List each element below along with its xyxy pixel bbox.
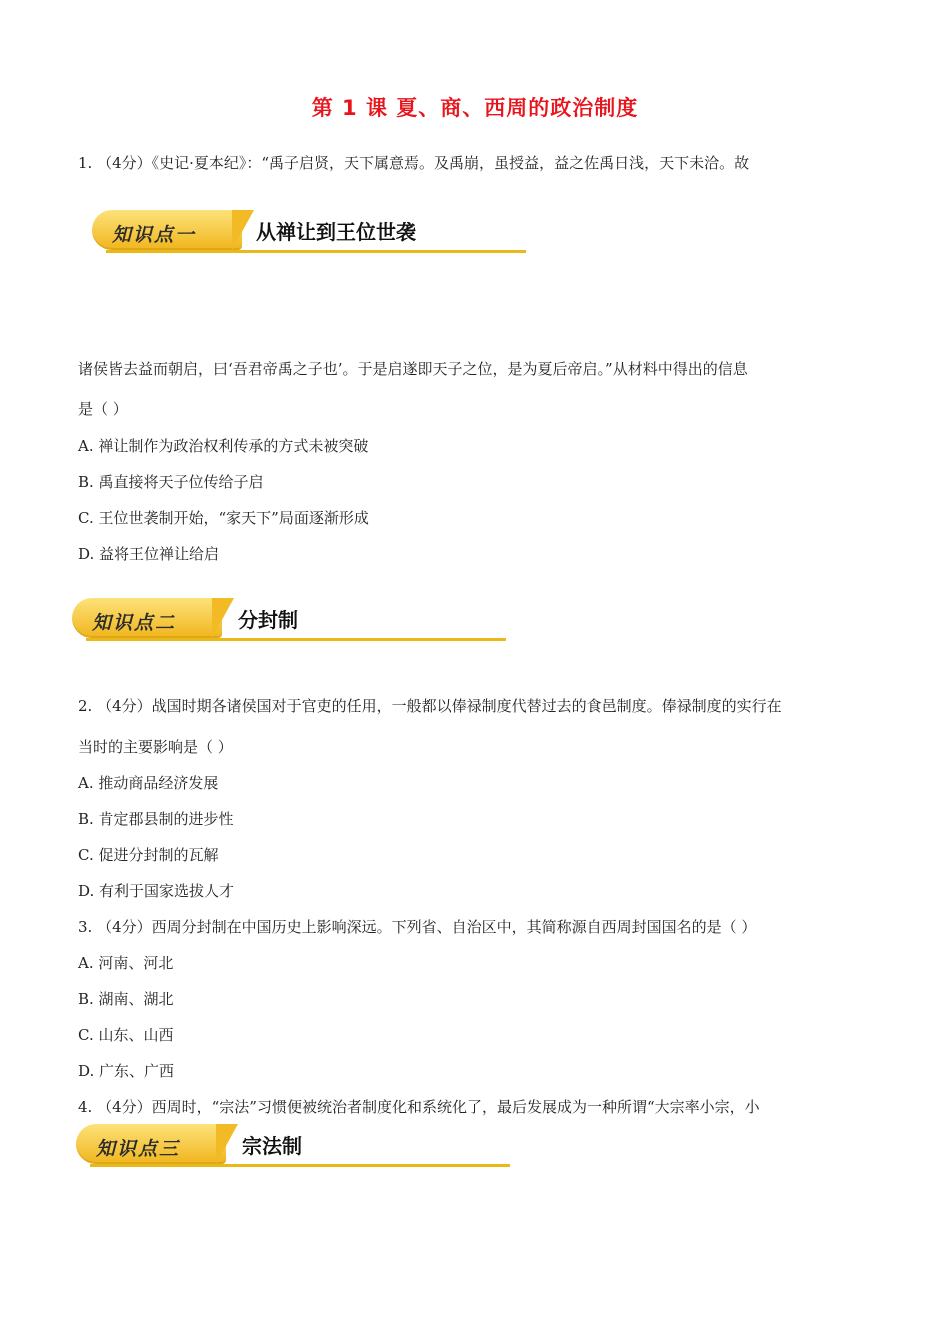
question-3-option-d: D. 广东、广西 bbox=[78, 1062, 175, 1080]
section-tab-label-3: 知识点三 bbox=[96, 1138, 181, 1160]
question-1-option-a: A. 禅让制作为政治权利传承的方式未被突破 bbox=[78, 437, 369, 455]
section-tab-label-2: 知识点二 bbox=[92, 612, 177, 634]
question-1-option-b: B. 禹直接将天子位传给子启 bbox=[78, 473, 264, 491]
question-1-line-2: 诸侯皆去益而朝启，曰‘吾君帝禹之子也’。于是启遂即天子之位，是为夏后帝启。”从材料中得出的信息 bbox=[78, 360, 748, 378]
question-2-line-2: 当时的主要影响是（ ） bbox=[78, 738, 233, 756]
question-2-option-a: A. 推动商品经济发展 bbox=[78, 774, 219, 792]
question-3-line-1: 3. （4分）西周分封制在中国历史上影响深远。下列省、自治区中，其简称源自西周封国国名的是（ ） bbox=[78, 918, 757, 936]
section-underline-3 bbox=[90, 1164, 510, 1167]
section-tab-notch-2 bbox=[212, 598, 234, 638]
question-2-line-1: 2. （4分）战国时期各诸侯国对于官吏的任用，一般都以俸禄制度代替过去的食邑制度。俸禄制度的实行在 bbox=[78, 697, 782, 715]
question-3-option-b: B. 湖南、湖北 bbox=[78, 990, 174, 1008]
section-tab-label-1: 知识点一 bbox=[112, 224, 197, 246]
page-title: 第 1 课 夏、商、西周的政治制度 bbox=[311, 96, 639, 120]
question-2-option-c: C. 促进分封制的瓦解 bbox=[78, 846, 219, 864]
question-1-option-d: D. 益将王位禅让给启 bbox=[78, 545, 220, 563]
question-1-option-c: C. 王位世袭制开始，“家天下”局面逐渐形成 bbox=[78, 509, 369, 527]
question-1-line-3: 是（ ） bbox=[78, 400, 128, 418]
question-1-line-1: 1. （4分）《史记·夏本纪》：“禹子启贤，天下属意焉。及禹崩，虽授益，益之佐禹日浅，天下未洽。故 bbox=[78, 154, 750, 172]
section-heading-3: 宗法制 bbox=[242, 1134, 302, 1158]
section-tab-notch-1 bbox=[232, 210, 254, 250]
section-underline-2 bbox=[86, 638, 506, 641]
section-header-2 bbox=[72, 598, 512, 644]
section-header-1 bbox=[92, 210, 532, 256]
question-3-option-c: C. 山东、山西 bbox=[78, 1026, 174, 1044]
question-2-option-d: D. 有利于国家选拔人才 bbox=[78, 882, 235, 900]
question-3-option-a: A. 河南、河北 bbox=[78, 954, 174, 972]
section-tab-notch-3 bbox=[216, 1124, 238, 1164]
section-underline-1 bbox=[106, 250, 526, 253]
question-4-line-1: 4. （4分）西周时，“宗法”习惯便被统治者制度化和系统化了，最后发展成为一种所谓“大宗率小宗，小 bbox=[78, 1098, 760, 1116]
question-2-option-b: B. 肯定郡县制的进步性 bbox=[78, 810, 234, 828]
section-header-3 bbox=[76, 1124, 516, 1170]
section-heading-2: 分封制 bbox=[238, 608, 298, 632]
section-heading-1: 从禅让到王位世袭 bbox=[256, 220, 416, 244]
